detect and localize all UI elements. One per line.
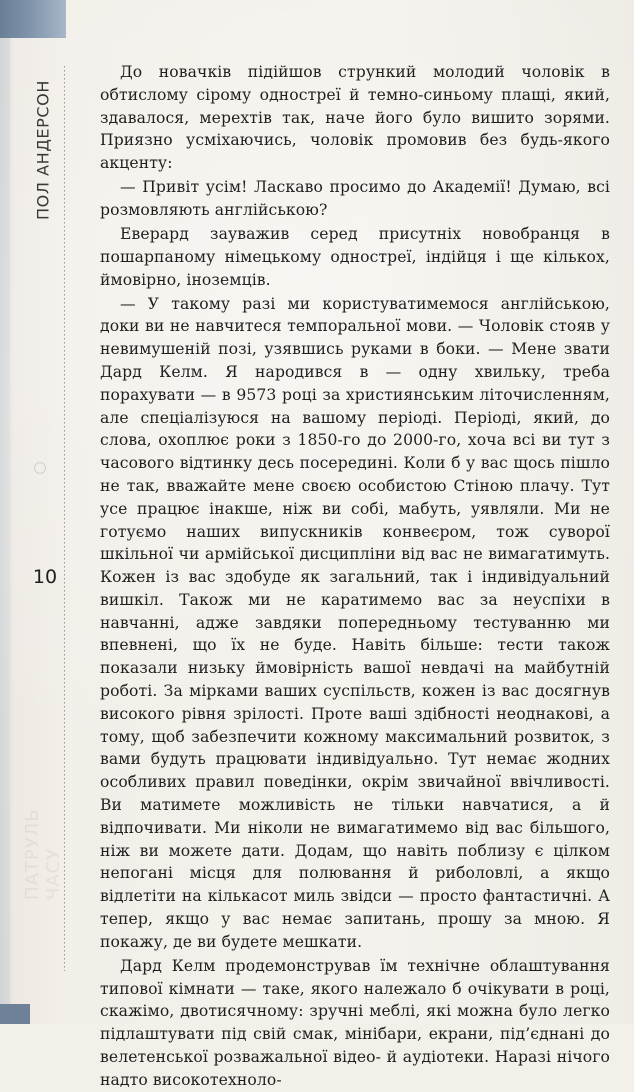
paragraph: Дард Келм продемонстрував їм технічне облаштування типової кімнати — таке, якого належало б очікувати в році, скажімо, двотисячному: зручні меблі, які можна було легко підлаштувати під свій смак, мінібари, екрани, під’єднані до велетенської розважальної відео- й аудіотеки. Наразі нічого надто високотехноло- (100, 956, 610, 1089)
running-head-author: ПОЛ АНДЕРСОН (33, 80, 53, 220)
paragraph: Еверард зауважив серед присутніх новобранця в пошарпаному німецькому одностреї, індійця і ще кількох, ймовірно, іноземців. (100, 224, 610, 289)
dotted-margin-rule (64, 66, 65, 971)
show-through-ornament (34, 462, 46, 474)
margin-tint-strip (0, 38, 10, 1004)
corner-color-block-bottom (0, 1004, 30, 1024)
page-number: 10 (32, 566, 58, 588)
paragraph: До новачків підійшов стрункий молодий чоловік в обтислому сірому одностреї й темно-синьому плащі, який, здавалося, мерехтів так, наче його було вишито зорями. Приязно усміхаючись, чоловік промовив без будь-якого акценту: (100, 63, 610, 173)
paragraph: — Привіт усім! Ласкаво просимо до Академії! Думаю, всі розмовляють англійською? (100, 178, 610, 219)
body-text (100, 61, 610, 1089)
show-through-series-title: ПАТРУЛЬ ЧАСУ (22, 808, 64, 900)
corner-color-block-top (0, 0, 66, 38)
paragraph: — У такому разі ми користуватимемося англійською, доки ви не навчитеся темпоральної мови. — Чоловік стояв у невимушеній позі, узявшись руками в боки. — Мене звати Дард Келм. Я народився в — одну хвильку, треба порахувати — в 9573 році за християнським літочисленням, але спеціалізуюся на вашому періоді. Періоді, який, до слова, охоплює роки з 1850-го до 2000-го, хоча всі ви тут з часового відтинку десь посередині. Коли б у вас щось пішло не так, вважайте мене своєю особистою Стіною плачу. Тут усе працює інакше, ніж ви собі, мабуть, уявляли. Ми не готуємо наших випускників конвеєром, тож суворої шкільної чи армійської дисципліни від вас не вимагатимуть. Кожен із вас здобуде як загальний, так і індивідуальний вишкіл. Також ми не каратимемо вас за неуспіхи в навчанні, адже завдяки попередньому тестуванню ми впевнені, що їх не буде. Навіть більше: тести також показали низьку ймовірність вашої невдачі на майбутній роботі. За мірками ваших суспільств, кожен із вас досягнув високого рівня зрілості. Проте ваші здібності неоднакові, а тому, щоб забезпечити кожному максимальний розвиток, з вами будуть працювати індивідуально. Тут немає жодних особливих правил поведінки, окрім звичайної ввічливості. Ви матимете можливість не тільки навчатися, а й відпочивати. Ми ніколи не вимагатимемо від вас більшого, ніж ви можете дати. Додам, що навіть поблизу є цілком непогані місця для полювання й риболовлі, а якщо відлетіти на кількасот миль звідси — просто фантастичні. А тепер, якщо у вас немає запитань, прошу за мною. Я покажу, де ви будете мешкати. (100, 294, 610, 951)
